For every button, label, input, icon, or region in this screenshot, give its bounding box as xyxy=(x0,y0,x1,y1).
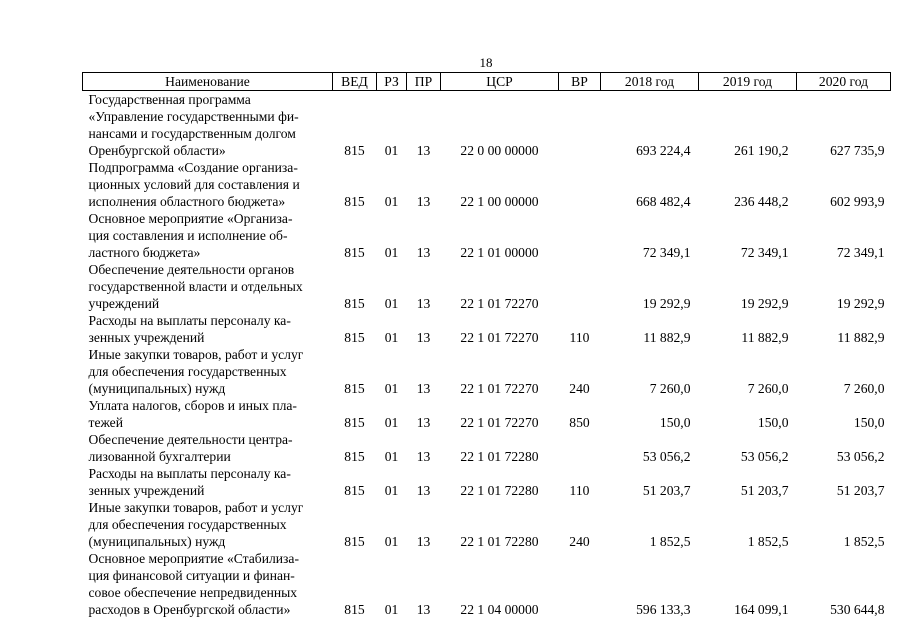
row-rz: 01 xyxy=(384,194,399,209)
table-row xyxy=(83,499,891,550)
table-row xyxy=(83,346,891,397)
row-rz: 01 xyxy=(384,381,399,396)
row-csr: 22 1 01 72270 xyxy=(460,415,539,430)
row-pr: 13 xyxy=(416,296,431,311)
row-name: Подпрограмма «Создание организа- ционных условий для составления и исполнения областного бюджета» xyxy=(88,160,300,209)
row-2018: 596 133,3 xyxy=(636,602,691,617)
row-2020: 53 056,2 xyxy=(836,449,885,464)
row-ved: 815 xyxy=(344,381,365,396)
row-ved: 815 xyxy=(344,330,365,345)
row-name: Основное мероприятие «Стабилиза- ция финансовой ситуации и финан- совое обеспечение непредвиденных расходов в Оренбургской области» xyxy=(88,551,299,617)
row-vr xyxy=(559,210,601,261)
header-vr: ВР xyxy=(559,73,601,91)
budget-table xyxy=(82,72,891,618)
row-rz: 01 xyxy=(384,330,399,345)
header-ved: ВЕД xyxy=(333,73,377,91)
row-vr xyxy=(559,431,601,465)
row-2020: 150,0 xyxy=(853,415,885,430)
row-2020: 19 292,9 xyxy=(836,296,885,311)
header-2019: 2019 год xyxy=(699,73,797,91)
row-vr xyxy=(559,261,601,312)
row-rz: 01 xyxy=(384,415,399,430)
row-pr: 13 xyxy=(416,245,431,260)
header-rz: РЗ xyxy=(377,73,407,91)
row-name: Расходы на выплаты персоналу ка- зенных учреждений xyxy=(88,466,291,498)
row-ved: 815 xyxy=(344,296,365,311)
row-pr: 13 xyxy=(416,449,431,464)
table-row xyxy=(83,465,891,499)
row-csr: 22 0 00 00000 xyxy=(460,143,539,158)
row-2018: 53 056,2 xyxy=(642,449,691,464)
row-2018: 19 292,9 xyxy=(642,296,691,311)
header-name: Наименование xyxy=(83,73,333,91)
row-2019: 11 882,9 xyxy=(741,330,789,345)
row-2019: 72 349,1 xyxy=(740,245,789,260)
row-pr: 13 xyxy=(416,381,431,396)
row-2018: 72 349,1 xyxy=(642,245,691,260)
row-name: Уплата налогов, сборов и иных пла- тежей xyxy=(88,398,297,430)
row-csr: 22 1 01 72280 xyxy=(460,449,539,464)
row-2019: 7 260,0 xyxy=(747,381,789,396)
row-csr: 22 1 04 00000 xyxy=(460,602,539,617)
row-2020: 530 644,8 xyxy=(830,602,885,617)
row-2020: 51 203,7 xyxy=(836,483,885,498)
row-pr: 13 xyxy=(416,534,431,549)
row-pr: 13 xyxy=(416,194,431,209)
table-header-row xyxy=(83,73,891,91)
header-2018: 2018 год xyxy=(601,73,699,91)
row-2020: 627 735,9 xyxy=(830,143,885,158)
row-2018: 51 203,7 xyxy=(642,483,691,498)
row-2019: 236 448,2 xyxy=(734,194,789,209)
table-row xyxy=(83,550,891,618)
row-name: Обеспечение деятельности центра- лизованной бухгалтерии xyxy=(88,432,293,464)
table-row xyxy=(83,91,891,160)
row-ved: 815 xyxy=(344,415,365,430)
row-pr: 13 xyxy=(416,143,431,158)
row-2019: 1 852,5 xyxy=(747,534,789,549)
row-2018: 668 482,4 xyxy=(636,194,691,209)
row-ved: 815 xyxy=(344,602,365,617)
row-rz: 01 xyxy=(384,449,399,464)
row-2018: 11 882,9 xyxy=(643,330,691,345)
row-csr: 22 1 01 72270 xyxy=(460,381,539,396)
row-vr: 110 xyxy=(569,483,590,498)
header-csr: ЦСР xyxy=(441,73,559,91)
row-csr: 22 1 01 72270 xyxy=(460,330,539,345)
row-name: Государственная программа «Управление государственными фи- нансами и государственным долгом Оренбургской области» xyxy=(88,92,299,158)
header-2020: 2020 год xyxy=(797,73,891,91)
header-pr: ПР xyxy=(407,73,441,91)
row-pr: 13 xyxy=(416,483,431,498)
table-body xyxy=(83,91,891,619)
row-ved: 815 xyxy=(344,143,365,158)
row-2020: 602 993,9 xyxy=(830,194,885,209)
row-2019: 53 056,2 xyxy=(740,449,789,464)
row-vr xyxy=(559,159,601,210)
row-rz: 01 xyxy=(384,245,399,260)
row-2020: 11 882,9 xyxy=(837,330,885,345)
row-ved: 815 xyxy=(344,245,365,260)
row-ved: 815 xyxy=(344,534,365,549)
page-number: 18 xyxy=(479,55,493,70)
table-row xyxy=(83,431,891,465)
row-2019: 51 203,7 xyxy=(740,483,789,498)
row-name: Иные закупки товаров, работ и услуг для обеспечения государственных (муниципальных) нужд xyxy=(88,347,304,396)
row-rz: 01 xyxy=(384,534,399,549)
row-vr: 240 xyxy=(569,381,590,396)
row-vr: 850 xyxy=(569,415,590,430)
row-pr: 13 xyxy=(416,330,431,345)
row-rz: 01 xyxy=(384,602,399,617)
row-csr: 22 1 01 72270 xyxy=(460,296,539,311)
row-vr xyxy=(559,91,601,160)
row-csr: 22 1 00 00000 xyxy=(460,194,539,209)
row-vr: 110 xyxy=(569,330,590,345)
row-csr: 22 1 01 72280 xyxy=(460,483,539,498)
row-name: Иные закупки товаров, работ и услуг для обеспечения государственных (муниципальных) нужд xyxy=(88,500,304,549)
row-2019: 261 190,2 xyxy=(734,143,789,158)
row-ved: 815 xyxy=(344,194,365,209)
row-csr: 22 1 01 00000 xyxy=(460,245,539,260)
row-2018: 1 852,5 xyxy=(649,534,691,549)
table-row xyxy=(83,312,891,346)
row-name: Основное мероприятие «Организа- ция составления и исполнение об- ластного бюджета» xyxy=(88,211,293,260)
row-pr: 13 xyxy=(416,602,431,617)
row-2019: 19 292,9 xyxy=(740,296,789,311)
table-row xyxy=(83,210,891,261)
row-2019: 164 099,1 xyxy=(734,602,789,617)
row-csr: 22 1 01 72280 xyxy=(460,534,539,549)
table-row xyxy=(83,397,891,431)
row-ved: 815 xyxy=(344,449,365,464)
row-name: Расходы на выплаты персоналу ка- зенных учреждений xyxy=(88,313,291,345)
row-vr xyxy=(559,550,601,618)
row-2018: 693 224,4 xyxy=(636,143,691,158)
row-name: Обеспечение деятельности органов государственной власти и отдельных учреждений xyxy=(88,262,303,311)
table-row xyxy=(83,261,891,312)
row-2019: 150,0 xyxy=(757,415,789,430)
row-rz: 01 xyxy=(384,483,399,498)
row-2020: 7 260,0 xyxy=(843,381,885,396)
row-ved: 815 xyxy=(344,483,365,498)
row-rz: 01 xyxy=(384,296,399,311)
row-rz: 01 xyxy=(384,143,399,158)
table-row xyxy=(83,159,891,210)
row-2018: 150,0 xyxy=(659,415,691,430)
row-2020: 72 349,1 xyxy=(836,245,885,260)
row-vr: 240 xyxy=(569,534,590,549)
row-2018: 7 260,0 xyxy=(649,381,691,396)
row-pr: 13 xyxy=(416,415,431,430)
row-2020: 1 852,5 xyxy=(843,534,885,549)
